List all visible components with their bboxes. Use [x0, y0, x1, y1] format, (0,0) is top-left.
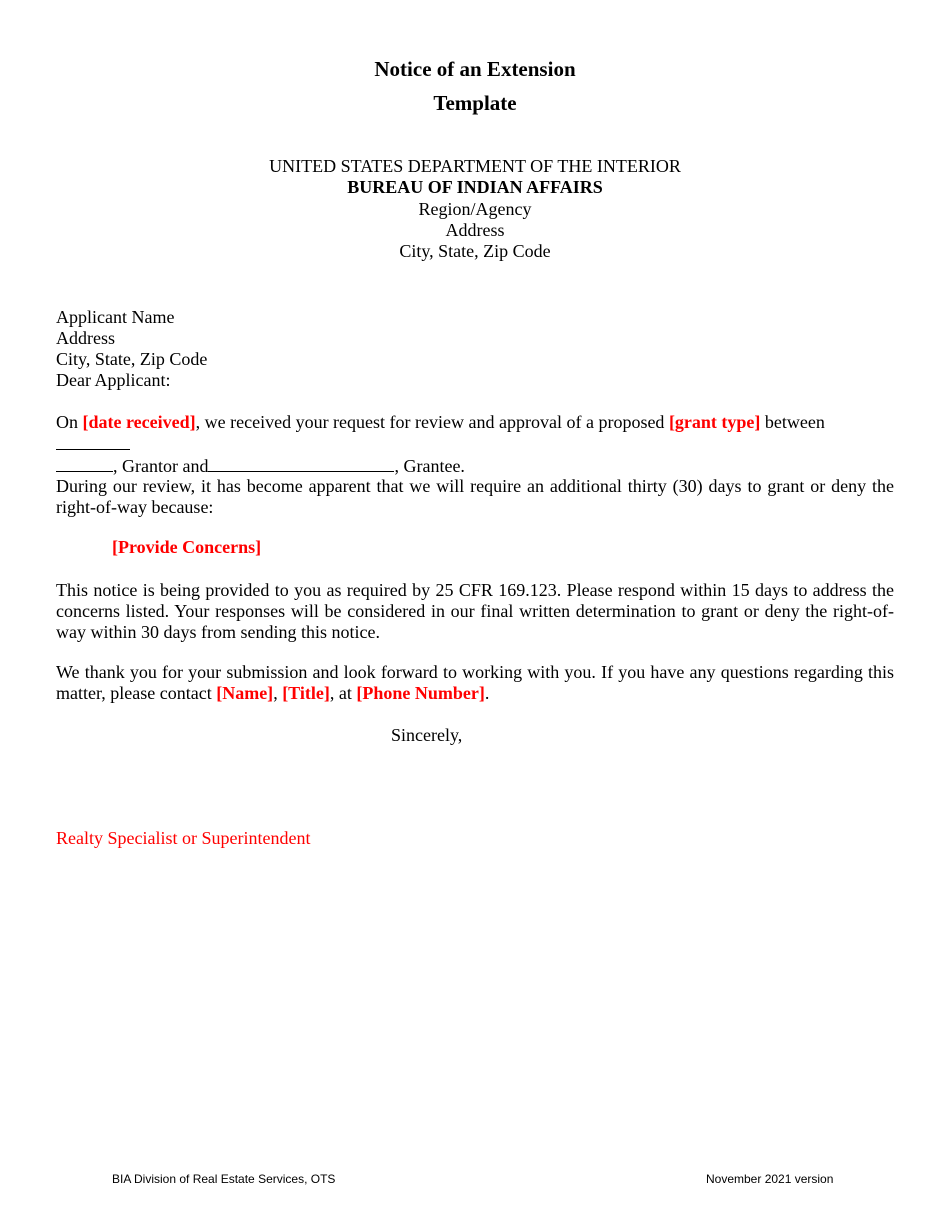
p1-between: between	[764, 412, 825, 432]
paragraph-cfr-notice: This notice is being provided to you as required by 25 CFR 169.123. Please respond within 15 days to address the concerns listed. Your responses will be considered in our final written determination to grant or deny the right-of-way within 30 days from sending this notice.	[56, 580, 894, 642]
p4-comma: ,	[273, 683, 278, 703]
paragraph-review-extension: During our review, it has become apparent that we will require an additional thirty (30) days to grant or deny the right-of-way because:	[56, 476, 894, 517]
letterhead-address: Address	[445, 219, 505, 240]
grantor-blank-line	[56, 433, 130, 450]
paragraph-contact	[56, 662, 894, 704]
contact-name-placeholder: [Name]	[216, 683, 274, 703]
p1-text-a: , we received your request for review and approval of a proposed	[195, 412, 665, 432]
p1-grantee: , Grantee.	[394, 456, 465, 476]
letterhead-region: Region/Agency	[418, 198, 532, 219]
grant-type-placeholder: [grant type]	[668, 412, 761, 432]
p4-period: .	[484, 683, 490, 703]
grantor-blank-line-continued	[56, 455, 113, 472]
p1-grantor: , Grantor and	[113, 456, 209, 476]
recipient-name: Applicant Name	[56, 307, 175, 327]
p4-text-a: We thank you for your submission and look forward to working with you. If you have any questions regarding this matter, please contact	[56, 662, 894, 703]
letterhead-city-state-zip: City, State, Zip Code	[399, 241, 551, 262]
paragraph-request-received	[56, 412, 894, 477]
footer-left: BIA Division of Real Estate Services, OTS	[112, 1172, 336, 1186]
letterhead-bureau: BUREAU OF INDIAN AFFAIRS	[347, 177, 603, 198]
signer-title: Realty Specialist or Superintendent	[56, 828, 311, 848]
closing: Sincerely,	[391, 725, 463, 745]
provide-concerns-placeholder: [Provide Concerns]	[112, 537, 262, 557]
document-subtitle: Template	[433, 91, 517, 115]
date-received-placeholder: [date received]	[82, 412, 196, 432]
letterhead-department: UNITED STATES DEPARTMENT OF THE INTERIOR	[269, 156, 681, 176]
letterhead	[0, 156, 950, 262]
contact-phone-placeholder: [Phone Number]	[356, 683, 485, 703]
contact-title-placeholder: [Title]	[282, 683, 330, 703]
recipient-block	[56, 307, 894, 391]
recipient-address: Address	[56, 328, 115, 348]
recipient-city-state-zip: City, State, Zip Code	[56, 349, 208, 369]
salutation: Dear Applicant:	[56, 370, 171, 390]
p4-at: , at	[329, 683, 352, 703]
document-title: Notice of an Extension	[374, 57, 576, 81]
p1-on: On	[56, 412, 78, 432]
footer-right: November 2021 version	[706, 1172, 834, 1186]
grantee-blank-line	[208, 455, 394, 472]
